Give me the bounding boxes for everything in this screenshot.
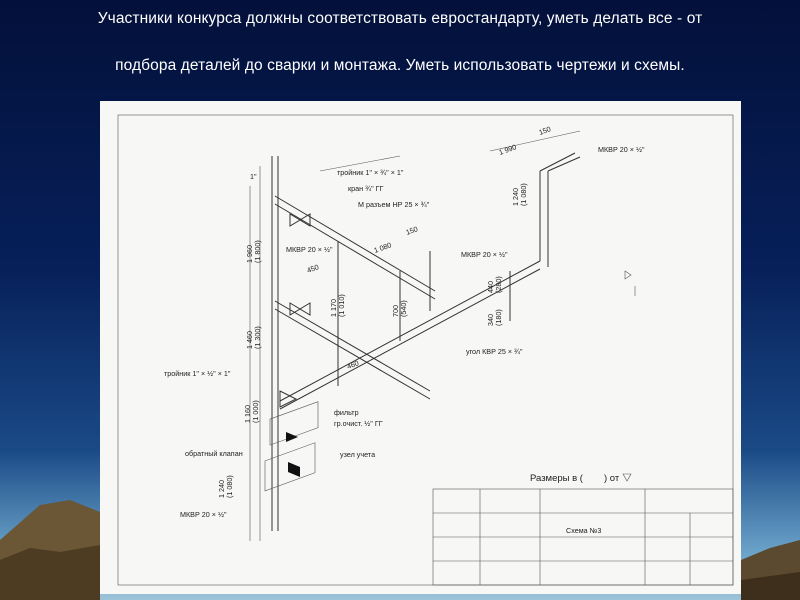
label-valve: кран ¾" ГГ [348, 184, 384, 193]
svg-text:1 960: 1 960 [245, 245, 254, 263]
label-tee-top: тройник 1" × ¾" × 1" [337, 168, 404, 177]
label-mkvr-left: МКВР 20 × ½" [286, 245, 333, 254]
check-valve-symbol [286, 432, 298, 442]
svg-text:1 160: 1 160 [243, 405, 252, 423]
piping-isometric-drawing [100, 101, 741, 594]
svg-text:1 460: 1 460 [245, 331, 254, 349]
svg-text:(1 080): (1 080) [225, 475, 234, 498]
sizes-note-suffix: ) от [604, 473, 620, 484]
svg-text:460: 460 [345, 358, 360, 371]
sizes-note-prefix: Размеры в ( [530, 473, 583, 484]
label-1in: 1" [250, 172, 257, 181]
label-connector: М разъем НР 25 × ¾" [358, 200, 430, 209]
svg-text:(1 010): (1 010) [337, 294, 346, 317]
label-tee-bottom: тройник 1" × ½" × 1" [164, 369, 231, 378]
meter-symbol [288, 462, 300, 477]
label-check-valve: обратный клапан [185, 449, 243, 458]
svg-text:700: 700 [391, 305, 400, 317]
scheme-number: Схема №3 [566, 526, 602, 535]
svg-text:(1 080): (1 080) [519, 183, 528, 206]
label-mkvr-top: МКВР 20 × ½" [598, 145, 645, 154]
scheme-drawing-sheet [100, 101, 741, 594]
svg-text:(1 300): (1 300) [253, 326, 262, 349]
svg-text:1 080: 1 080 [372, 240, 393, 255]
svg-text:450: 450 [305, 262, 320, 275]
svg-text:340: 340 [486, 314, 495, 326]
level-marker-icon [623, 474, 631, 481]
svg-text:1 990: 1 990 [497, 142, 518, 157]
svg-text:(280): (280) [494, 276, 503, 293]
label-mkvr-mid: МКВР 20 × ½" [461, 250, 508, 259]
svg-text:(180): (180) [494, 309, 503, 326]
label-filter-2: гр.очист. ½" ГГ [334, 419, 383, 428]
svg-text:(1 800): (1 800) [253, 240, 262, 263]
svg-text:(540): (540) [399, 300, 408, 317]
svg-text:1 170: 1 170 [329, 299, 338, 317]
svg-text:1 240: 1 240 [217, 480, 226, 498]
label-meter: узел учета [340, 450, 376, 459]
svg-text:(1 000): (1 000) [251, 400, 260, 423]
svg-text:440: 440 [486, 281, 495, 293]
svg-text:1 240: 1 240 [511, 188, 520, 206]
slide-text-line-1: Участники конкурса должны соответствовать евростандарту, уметь делать все - от [97, 10, 703, 27]
slide-text-line-2: подбора деталей до сварки и монтажа. Уметь использовать чертежи и схемы. [115, 57, 685, 74]
label-filter: фильтр [334, 408, 359, 417]
label-mkvr-bottom: МКВР 20 × ½" [180, 510, 227, 519]
label-angle: угол КВР 25 × ¾" [466, 347, 523, 356]
svg-text:150: 150 [404, 224, 419, 237]
svg-text:150: 150 [537, 124, 552, 137]
